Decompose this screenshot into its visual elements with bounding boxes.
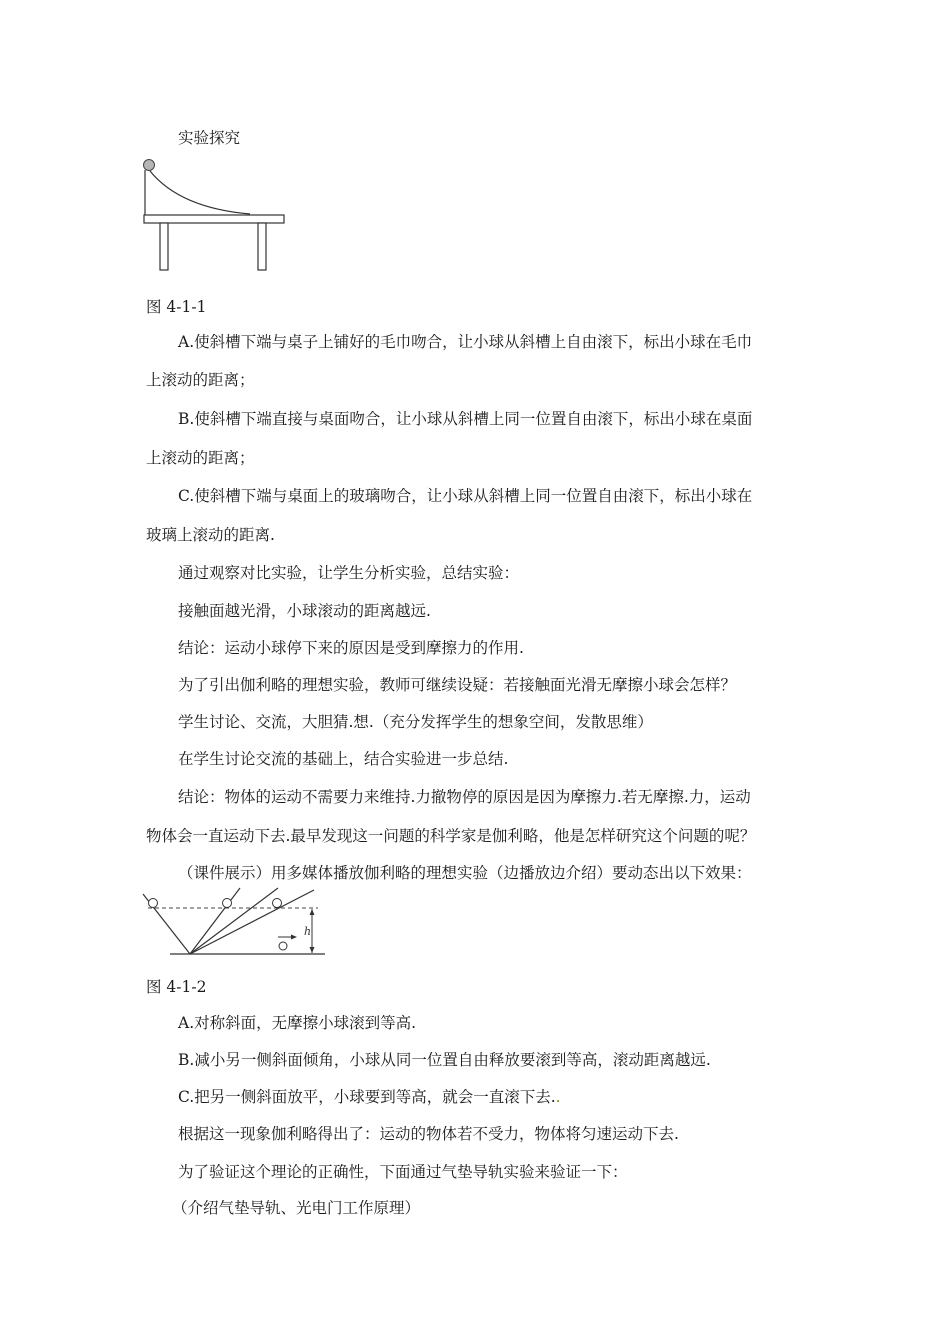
table-leg-left xyxy=(160,223,168,270)
ball-ground xyxy=(279,942,287,950)
paragraph-a-line1: A.使斜槽下端与桌子上铺好的毛巾吻合，让小球从斜槽上自由滚下，标出小球在毛巾 xyxy=(178,333,753,351)
ramp-curve xyxy=(150,171,250,214)
right-incline-shallow xyxy=(190,890,314,954)
ball-left xyxy=(149,899,158,908)
paragraph-observation: 通过观察对比实验，让学生分析实验，总结实验： xyxy=(178,564,520,582)
ball-right xyxy=(273,899,282,908)
ball-shape xyxy=(144,160,155,171)
list-item-c-text: C.把另一侧斜面放平，小球要到等高，就会一直滚下去. xyxy=(178,1088,556,1106)
list-item-a: A.对称斜面，无摩擦小球滚到等高. xyxy=(178,1014,417,1032)
paragraph-b-line2: 上滚动的距离； xyxy=(146,449,255,467)
paragraph-conclusion-2-line2: 物体会一直运动下去.最早发现这一问题的科学家是伽利略，他是怎样研究这个问题的呢？ xyxy=(146,827,756,845)
paragraph-discussion: 学生讨论、交流，大胆猜.想.（充分发挥学生的想象空间，发散思维） xyxy=(178,713,653,731)
right-incline-medium xyxy=(190,888,278,954)
paragraph-c-line1: C.使斜槽下端与桌面上的玻璃吻合，让小球从斜槽上同一位置自由滚下，标出小球在 xyxy=(178,487,753,505)
figure-galileo-inclines xyxy=(140,886,335,958)
list-item-c-mark: . xyxy=(555,1088,561,1106)
height-label: h xyxy=(304,925,312,938)
paragraph-question: 为了引出伽利略的理想实验，教师可继续设疑：若接触面光滑无摩擦小球会怎样？ xyxy=(178,676,737,694)
paragraph-air-track: （介绍气垫导轨、光电门工作原理） xyxy=(172,1199,421,1217)
section-heading: 实验探究 xyxy=(178,129,241,147)
list-item-b: B.减小另一侧斜面倾角，小球从同一位置自由释放要滚到等高，滚动距离越远. xyxy=(178,1051,711,1069)
paragraph-conclusion-1: 结论：运动小球停下来的原因是受到摩擦力的作用. xyxy=(178,639,524,657)
right-incline-steep xyxy=(190,888,240,954)
paragraph-galileo-result: 根据这一现象伽利略得出了：运动的物体若不受力，物体将匀速运动下去. xyxy=(178,1125,679,1143)
table-top xyxy=(144,215,284,223)
paragraph-courseware: （课件展示）用多媒体播放伽利略的理想实验（边播放边介绍）要动态出以下效果： xyxy=(178,864,752,882)
paragraph-verification: 为了验证这个理论的正确性，下面通过气垫导轨实验来验证一下： xyxy=(178,1163,628,1181)
ball-middle xyxy=(223,899,232,908)
paragraph-c-line2: 玻璃上滚动的距离. xyxy=(146,526,275,544)
figure-caption-1: 图 4-1-1 xyxy=(146,298,207,316)
paragraph-a-line2: 上滚动的距离； xyxy=(146,371,255,389)
paragraph-conclusion-2-line1: 结论：物体的运动不需要力来维持.力撤物停的原因是因为摩擦力.若无摩擦.力，运动 xyxy=(178,788,751,806)
paragraph-summary: 在学生讨论交流的基础上，结合实验进一步总结. xyxy=(178,750,509,768)
table-leg-right xyxy=(258,223,266,270)
figure-ramp-table xyxy=(140,156,290,274)
list-item-c xyxy=(178,1087,561,1107)
paragraph-b-line1: B.使斜槽下端直接与桌面吻合，让小球从斜槽上同一位置自由滚下，标出小球在桌面 xyxy=(178,410,753,428)
paragraph-smoother: 接触面越光滑，小球滚动的距离越远. xyxy=(178,602,431,620)
figure-caption-2: 图 4-1-2 xyxy=(146,978,207,996)
